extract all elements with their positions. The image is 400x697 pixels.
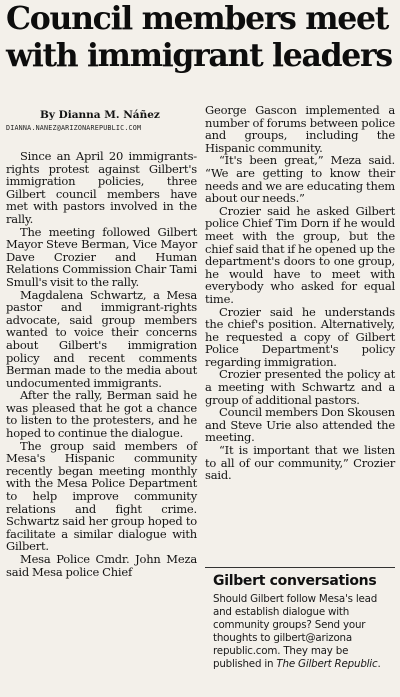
paragraph: Since an April 20 immigrants-rights protest against Gilbert's immigration policies, three Gilbert council members have met with pastors involved in the rally. <box>6 149 197 226</box>
paragraph: Magdalena Schwartz, a Mesa pastor and immigrant-rights advocate, said group members wanted to voice their concerns about Gilbert's immigration policy and recent comments Berman made to the media about undocumented immigrants. <box>6 287 197 390</box>
paragraph: Council members Don Skousen and Steve Urie also attended the meeting. <box>205 405 395 445</box>
paragraph: “It is important that we listen to all of our community,” Crozier said. <box>205 443 395 483</box>
paragraph: The group said members of Mesa's Hispanic community recently began meeting monthly with the Mesa Police Department to help improve community relations and fight crime. Schwartz said her group hoped to facilitate a similar dialogue with Gilbert. <box>6 438 197 554</box>
headline: Council members meet with immigrant leaders <box>6 0 392 74</box>
paragraph: “It's been great,” Meza said. “We are getting to know their needs and we are educating them about our needs.” <box>205 153 395 206</box>
byline <box>40 109 160 121</box>
sidebar-question: Should Gilbert follow Mesa's lead and establish dialogue with community groups? Send your thoughts to gilbert@arizona republic.com. They may be published in <box>213 593 378 671</box>
left-column <box>6 150 197 578</box>
paragraph: After the rally, Berman said he was pleased that he got a chance to listen to the protesters, and he hoped to continue the dialogue. <box>6 388 197 441</box>
sidebar-heading: Gilbert conversations <box>213 573 377 589</box>
publication-name: The Gilbert Republic <box>276 658 378 671</box>
sidebar-end: . <box>377 658 381 671</box>
author-email: DIANNA.NANEZ@ARIZONAREPUBLIC.COM <box>6 124 142 132</box>
right-column <box>205 104 395 482</box>
paragraph: Crozier said he asked Gilbert police Chief Tim Dorn if he would meet with the group, but the chief said that if he opened up the department's doors to one group, he would have to meet with everybody who asked for equal time. <box>205 203 395 306</box>
sidebar-text <box>213 593 395 672</box>
paragraph: Mesa Police Cmdr. John Meza said Mesa police Chief <box>6 552 197 579</box>
author-name: Dianna M. Náñez <box>58 109 160 121</box>
paragraph: Crozier presented the policy at a meeting with Schwartz and a group of additional pastors. <box>205 367 395 407</box>
sidebar-divider <box>205 567 395 568</box>
byline-prefix: By <box>40 109 55 121</box>
paragraph: The meeting followed Gilbert Mayor Steve Berman, Vice Mayor Dave Crozier and Human Relations Commission Chair Tami Smull's visit to the rally. <box>6 224 197 289</box>
paragraph: Crozier said he understands the chief's position. Alternatively, he requested a copy of Gilbert Police Department's policy regarding immigration. <box>205 304 395 369</box>
paragraph-continuation: George Gascon implemented a number of forums between police and groups, including the Hispanic community. <box>205 103 395 155</box>
